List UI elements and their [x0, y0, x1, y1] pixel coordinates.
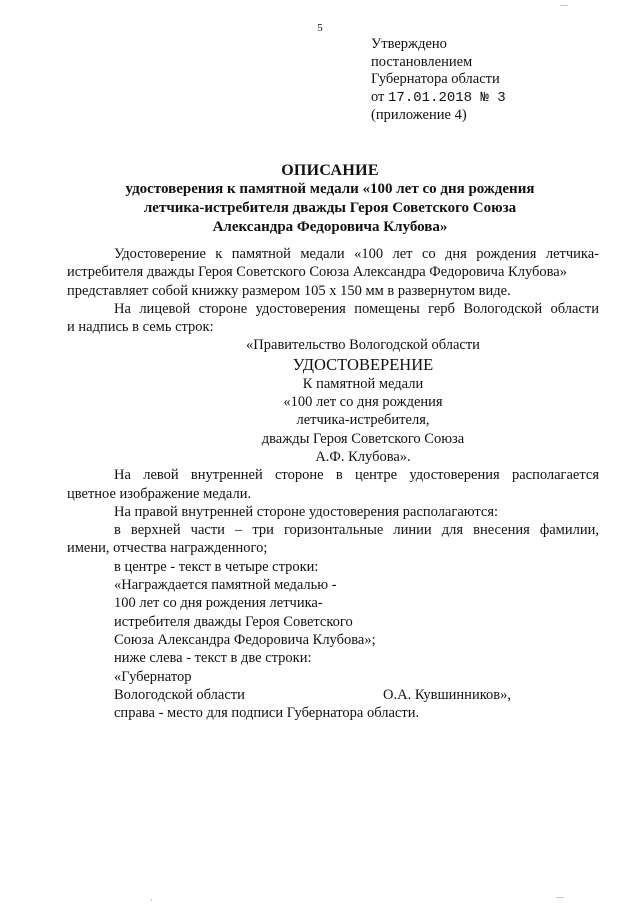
inscription-line-3: К памятной медали [302, 375, 424, 392]
signature-row [67, 686, 599, 704]
inscription-line-6: дважды Героя Советского Союза [261, 430, 465, 447]
signature-right: О.А. Кувшинников», [383, 686, 511, 703]
para3-line-1: На левой внутренней стороне в центре удостоверения располагается [114, 467, 599, 484]
para4-line-10: «Губернатор [114, 668, 192, 685]
title-line-3: Александра Федоровича Клубова» [212, 219, 448, 235]
inscription-block [67, 336, 629, 466]
para4-line-12: справа - место для подписи Губернатора области. [114, 705, 420, 722]
title-line-2: летчика-истребителя дважды Героя Советского Союза [143, 200, 517, 216]
para4-line-4: в центре - текст в четыре строки: [114, 558, 319, 575]
inscription-line-2: УДОСТОВЕРЕНИЕ [292, 354, 434, 374]
para2-line-1: На лицевой стороне удостоверения помещены герб Вологодской области [114, 300, 599, 317]
inscription-line-7: А.Ф. Клубова». [315, 448, 411, 465]
para3-line-2: цветное изображение медали. [67, 485, 252, 502]
document-title [0, 161, 640, 237]
para4-line-1: На правой внутренней стороне удостоверения располагаются: [114, 503, 499, 520]
approval-appendix: (приложение 4) [371, 107, 467, 123]
approval-line-1: Утверждено [371, 36, 447, 52]
scan-mark-top: — [560, 0, 568, 9]
approval-date-prefix: от [371, 88, 389, 105]
para4-line-9: ниже слева - текст в две строки: [114, 650, 312, 667]
approval-line-3: Губернатора области [371, 71, 500, 87]
approval-date-number: 17.01.2018 № 3 [388, 89, 506, 106]
inscription-line-1: «Правительство Вологодской области [246, 337, 480, 354]
approval-date [371, 89, 506, 108]
page-number: 5 [317, 22, 323, 34]
para2-line-2: и надпись в семь строк: [67, 319, 214, 336]
para4-line-2: в верхней части – три горизонтальные линии для внесения фамилии, [114, 522, 599, 539]
title-line-1: удостоверения к памятной медали «100 лет со дня рождения [125, 181, 535, 197]
para1-line-1: Удостоверение к памятной медали «100 лет со дня рождения летчика- [114, 246, 599, 262]
document-body [67, 245, 599, 722]
para1-line-3: представляет собой книжку размером 105 х 150 мм в развернутом виде. [67, 282, 511, 299]
scan-mark-left: · [150, 896, 153, 905]
approval-line-2: постановлением [371, 53, 473, 70]
inscription-line-4: «100 лет со дня рождения [283, 394, 443, 411]
signature-left: Вологодской области [114, 686, 245, 703]
para4-line-8: Союза Александра Федоровича Клубова»; [114, 631, 376, 648]
inscription-line-5: летчика-истребителя, [296, 412, 430, 429]
para4-line-6: 100 лет со дня рождения летчика- [114, 595, 323, 612]
para4-line-7: истребителя дважды Героя Советского [114, 613, 353, 630]
para1-line-2: истребителя дважды Героя Советского Союза Александра Федоровича Клубова» [67, 264, 567, 281]
title-main: ОПИСАНИЕ [281, 162, 379, 179]
scan-mark-bottom: — [556, 892, 564, 901]
para4-line-5: «Награждается памятной медалью - [114, 577, 337, 594]
approval-block [371, 36, 506, 125]
para4-line-3: имени, отчества награжденного; [67, 540, 268, 557]
